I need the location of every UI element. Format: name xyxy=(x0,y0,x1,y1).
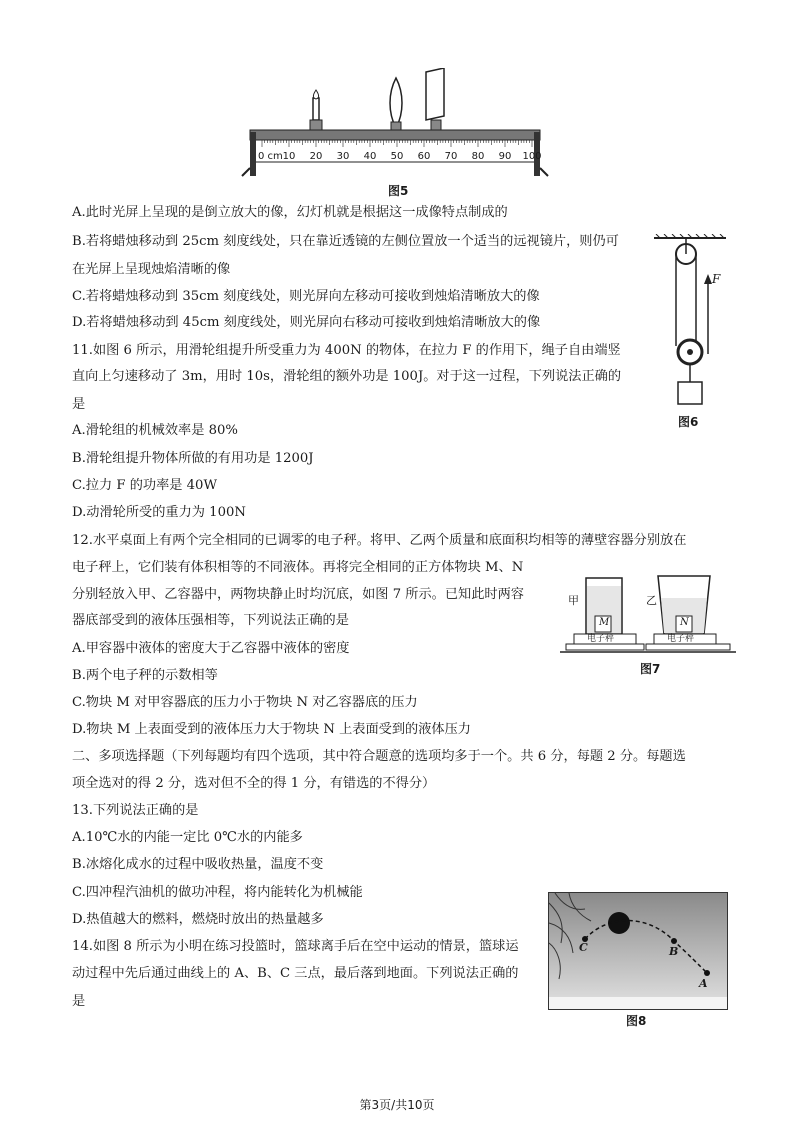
scale-tick-label: 20 xyxy=(309,151,323,162)
text-line: 14.如图 8 所示为小明在练习投篮时，篮球离手后在空中运动的情景，篮球运 xyxy=(72,939,519,954)
figure-6-caption: 图6 xyxy=(678,415,699,429)
text-line: D.热值越大的燃料，燃烧时放出的热量越多 xyxy=(72,912,324,927)
scale-tick-label: 70 xyxy=(444,151,458,162)
block-n-label: N xyxy=(680,617,689,628)
text-line: 电子秤上，它们装有体积相等的不同液体。再将完全相同的正方体物块 M、N xyxy=(72,560,524,575)
force-label: F xyxy=(712,272,721,286)
text-line: B.两个电子秤的示数相等 xyxy=(72,668,218,683)
text-line: D.动滑轮所受的重力为 100N xyxy=(72,505,246,520)
text-line: 是 xyxy=(72,994,86,1009)
scale-left-label: 电子秤 xyxy=(587,634,615,644)
text-line: 11.如图 6 所示，用滑轮组提升所受重力为 400N 的物体，在拉力 F 的作用下，绳子自由端竖 xyxy=(72,343,621,358)
text-line: 12.水平桌面上有两个完全相同的已调零的电子秤。将甲、乙两个质量和底面积均相等的薄壁容器分别放在 xyxy=(72,533,687,548)
section-heading: 二、多项选择题（下列每题均有四个选项，其中符合题意的选项均多于一个。共 6 分，每题 2 分。每题选 xyxy=(72,749,686,764)
text-line: 在光屏上呈现烛焰清晰的像 xyxy=(72,262,231,277)
text-line: A.滑轮组的机械效率是 80% xyxy=(72,423,238,438)
text-line: 13.下列说法正确的是 xyxy=(72,803,199,818)
scale-tick-label: 10 xyxy=(282,151,296,162)
scale-tick-label: 30 xyxy=(336,151,350,162)
text-line: C.四冲程汽油机的做功冲程，将内能转化为机械能 xyxy=(72,885,363,900)
point-b-label: B xyxy=(669,945,679,958)
scale-right-label: 电子秤 xyxy=(667,634,695,644)
text-line: 项全选对的得 2 分，选对但不全的得 1 分，有错选的不得分） xyxy=(72,776,436,791)
text-line: 是 xyxy=(72,397,86,412)
container-yi-label: 乙 xyxy=(646,594,657,607)
screen-icon xyxy=(426,68,444,132)
text-line: C.若将蜡烛移动到 35cm 刻度线处，则光屏向左移动可接收到烛焰清晰放大的像 xyxy=(72,289,540,304)
point-a-label: A xyxy=(699,977,708,990)
point-c-label: C xyxy=(579,941,588,954)
page-footer: 第3页/共10页 xyxy=(359,1098,435,1112)
figure-8 xyxy=(548,892,728,1010)
text-line: B.滑轮组提升物体所做的有用功是 1200J xyxy=(72,451,314,466)
scale-zero-label: 0 cm xyxy=(258,151,283,162)
text-line: A.10℃水的内能一定比 0℃水的内能多 xyxy=(72,830,303,845)
scale-tick-label: 80 xyxy=(471,151,485,162)
text-line: 器底部受到的液体压强相等，下列说法正确的是 xyxy=(72,613,349,628)
text-line: A.甲容器中液体的密度大于乙容器中液体的密度 xyxy=(72,641,350,656)
lens-icon xyxy=(390,78,402,132)
text-line: B.若将蜡烛移动到 25cm 刻度线处，只在靠近透镜的左侧位置放一个适当的远视镜片，则仍可 xyxy=(72,234,619,249)
weight-block xyxy=(678,382,702,404)
candle-icon xyxy=(310,90,322,130)
text-line: C.拉力 F 的功率是 40W xyxy=(72,478,217,493)
text-line: 分别轻放入甲、乙容器中，两物块静止时均沉底，如图 7 所示。已知此时两容 xyxy=(72,587,524,602)
figure-7-caption: 图7 xyxy=(640,662,661,676)
figure-5-caption: 图5 xyxy=(388,184,409,198)
text-line: 动过程中先后通过曲线上的 A、B、C 三点，最后落到地面。下列说法正确的 xyxy=(72,966,519,981)
figure-8-caption: 图8 xyxy=(626,1014,647,1028)
scale-tick-label: 50 xyxy=(390,151,404,162)
text-line: 直向上匀速移动了 3m，用时 10s，滑轮组的额外功是 100J。对于这一过程，下列说法正确的 xyxy=(72,369,622,384)
figure-7 xyxy=(560,572,736,656)
text-line: D.若将蜡烛移动到 45cm 刻度线处，则光屏向右移动可接收到烛焰清晰放大的像 xyxy=(72,315,541,330)
text-line: D.物块 M 上表面受到的液体压力大于物块 N 上表面受到的液体压力 xyxy=(72,722,471,737)
container-jia-label: 甲 xyxy=(568,594,579,607)
scale-tick-label: 40 xyxy=(363,151,377,162)
figure-5 xyxy=(240,68,550,178)
figure-6 xyxy=(650,234,730,409)
scale-tick-label: 90 xyxy=(498,151,512,162)
text-line: C.物块 M 对甲容器底的压力小于物块 N 对乙容器底的压力 xyxy=(72,695,418,710)
block-m-label: M xyxy=(599,617,610,628)
scale-tick-label: 60 xyxy=(417,151,431,162)
scale-tick-label: 100 xyxy=(522,151,542,162)
text-line: B.冰熔化成水的过程中吸收热量，温度不变 xyxy=(72,857,324,872)
text-line: A.此时光屏上呈现的是倒立放大的像，幻灯机就是根据这一成像特点制成的 xyxy=(72,205,508,220)
